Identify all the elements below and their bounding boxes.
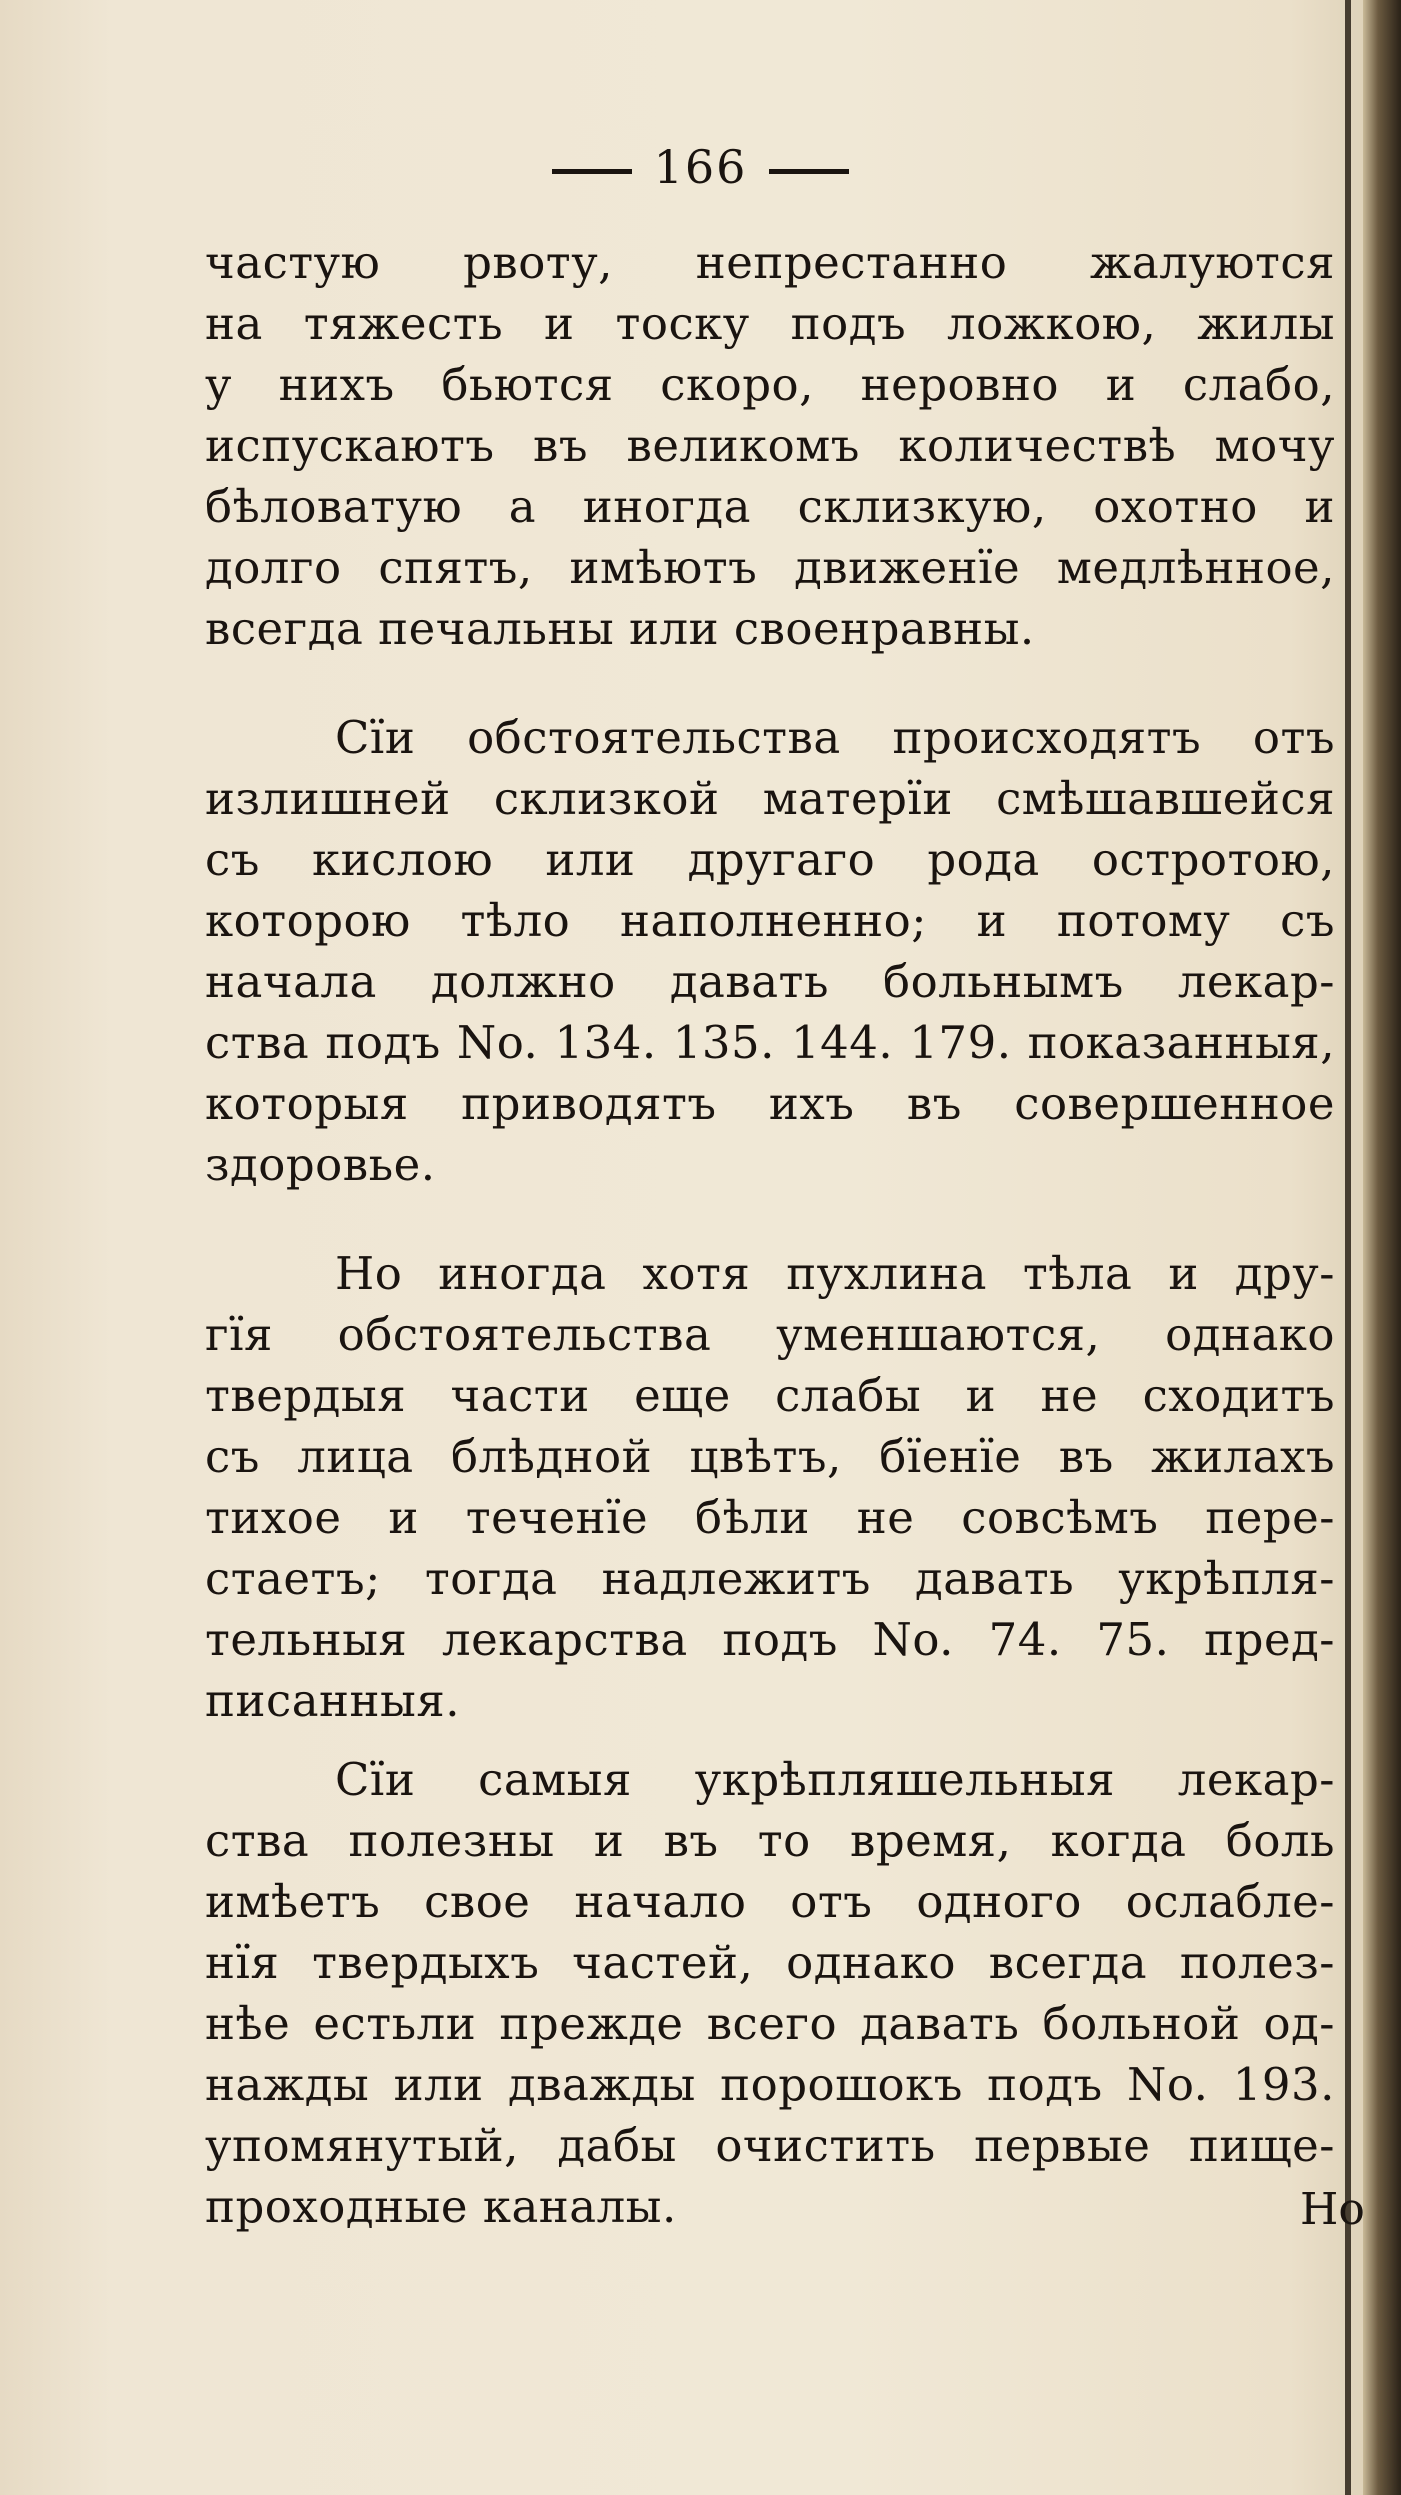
paragraph-3	[205, 1243, 1335, 1731]
page-edge-line	[1345, 0, 1351, 2495]
text-line: которою тѣло наполненно; и потому съ	[205, 894, 1335, 947]
text-line: Сïи самыя укрѣпляшельныя лекар-	[335, 1753, 1335, 1806]
text-line: ства полезны и въ то время, когда боль	[205, 1814, 1335, 1867]
text-line: Сïи обстоятельства происходятъ отъ	[335, 711, 1335, 764]
text-line: стаетъ; тогда надлежитъ давать укрѣпля-	[205, 1552, 1335, 1605]
text-line: излишней склизкой матерïи смѣшавшейся	[205, 772, 1335, 825]
text-line: тельныя лекарства подъ No. 74. 75. пред-	[205, 1613, 1335, 1666]
text-line: частую рвоту, непрестанно жалуются	[205, 236, 1335, 289]
text-line: писанныя.	[205, 1674, 461, 1727]
page-number: 166	[653, 140, 748, 194]
text-line: испускаютъ въ великомъ количествѣ мочу	[205, 419, 1335, 472]
header-dash-left	[552, 169, 632, 174]
text-line: упомянутый, дабы очистить первые пище-	[205, 2119, 1335, 2172]
text-line: проходные каналы.	[205, 2180, 677, 2233]
text-line: бѣловатую а иногда склизкую, охотно и	[205, 480, 1335, 533]
text-line: съ кислою или другаго рода остротою,	[205, 833, 1335, 886]
text-line: имѣетъ свое начало отъ одного ослабле-	[205, 1875, 1335, 1928]
text-line: гïя обстоятельства уменшаются, однако	[205, 1308, 1335, 1361]
text-line: Но иногда хотя пухлина тѣла и дру-	[335, 1247, 1335, 1300]
page-edge-shadow	[1363, 0, 1401, 2495]
text-line: тихое и теченïе бѣли не совсѣмъ пере-	[205, 1491, 1335, 1544]
text-line: здоровье.	[205, 1138, 436, 1191]
text-line: твердыя части еще слабы и не сходитъ	[205, 1369, 1335, 1422]
text-line: которыя приводятъ ихъ въ совершенное	[205, 1077, 1335, 1130]
text-line: съ лица блѣдной цвѣтъ, бïенïе въ жилахъ	[205, 1430, 1335, 1483]
paragraph-2	[205, 707, 1335, 1195]
text-line: начала должно давать больнымъ лекар-	[205, 955, 1335, 1008]
paragraph-4	[205, 1749, 1335, 2237]
text-line: долго спятъ, имѣютъ движенïе медлѣнное,	[205, 541, 1335, 594]
text-line: на тяжесть и тоску подъ ложкою, жилы	[205, 297, 1335, 350]
page-header	[0, 140, 1401, 194]
text-line: у нихъ бьются скоро, неровно и слабо,	[205, 358, 1335, 411]
text-line: нïя твердыхъ частей, однако всегда полез-	[205, 1936, 1335, 1989]
text-line: ства подъ No. 134. 135. 144. 179. показанныя,	[205, 1016, 1335, 1069]
text-line: нѣе естьли прежде всего давать больной од-	[205, 1997, 1335, 2050]
text-line: нажды или дважды порошокъ подъ No. 193.	[205, 2058, 1335, 2111]
header-dash-right	[769, 169, 849, 174]
text-line: всегда печальны или своенравны.	[205, 602, 1035, 655]
catchword: Но	[1300, 2184, 1365, 2235]
paragraph-1	[205, 232, 1335, 659]
body-text	[205, 232, 1335, 2237]
